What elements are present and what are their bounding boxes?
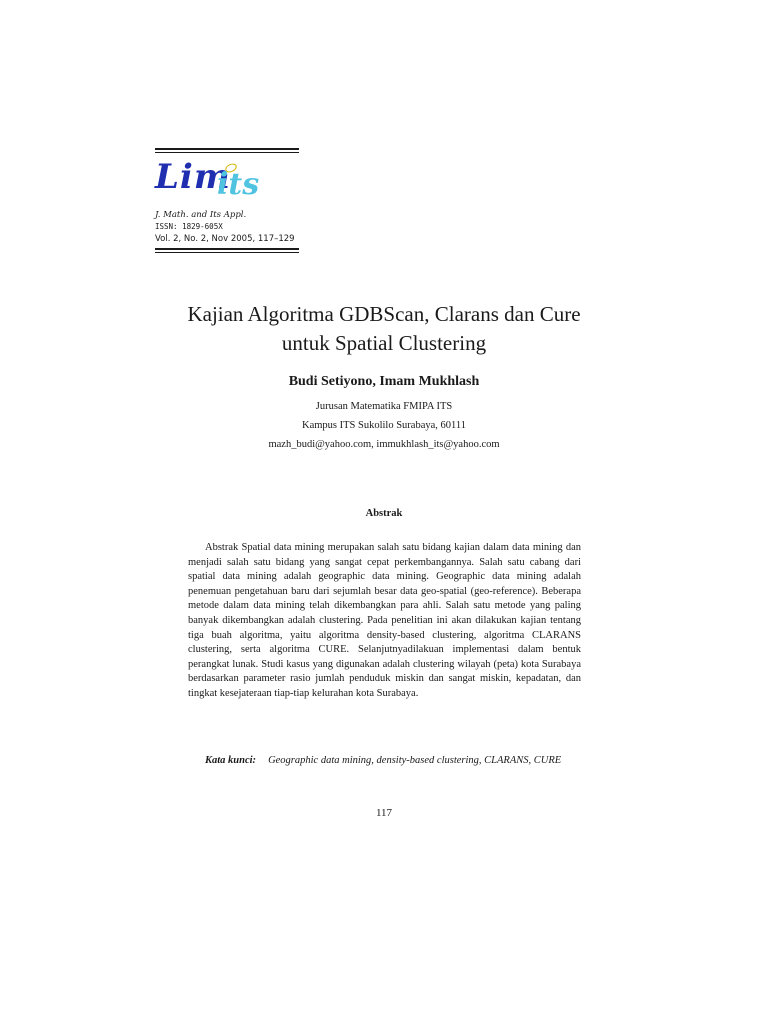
author-emails: mazh_budi@yahoo.com, immukhlash_its@yahoo.com <box>268 439 500 450</box>
keywords-text: Geographic data mining, density-based clustering, CLARANS, CURE <box>268 755 562 766</box>
bottom-double-rule <box>155 248 299 253</box>
journal-logo <box>155 155 299 207</box>
journal-volume: Vol. 2, No. 2, Nov 2005, 117–129 <box>155 234 295 244</box>
journal-abbreviation: J. Math. and Its Appl. <box>155 210 247 220</box>
keywords-label: Kata kunci: <box>205 755 257 766</box>
paper-authors: Budi Setiyono, Imam Mukhlash <box>288 374 480 389</box>
page-number: 117 <box>375 807 393 819</box>
journal-header-box <box>155 148 299 253</box>
abstract-body: Abstrak Spatial data mining merupakan salah satu bidang kajian dalam data mining dan menjadi salah satu bidang yang sangat cepat perkembangannya. Salah satu cabang dari spatial data mining adalah geographic data mining. Geographic data mining adalah penemuan pengetahuan baru dari sejumlah besar data geo-spatial (geo-reference). Beberapa metode dalam data mining telah dikembangkan para ahli. Salah satu metode yang paling banyak dikembangkan adalah clustering. Pada penelitian ini akan dilakukan kajian tentang tiga buah algoritma, yaitu algoritma density-based clustering, algoritma CLARANS clustering, serta algoritma CURE. Selanjutnyadilakuan implementasi dalam bentuk perangkat lunak. Studi kasus yang digunakan adalah clustering wilayah (peta) kota Surabaya berdasarkan parameter rasio jumlah penduduk miskin dan sangat miskin, kepadatan, dan tingkat kesejateraan tiap-tiap kelurahan kota Surabaya. <box>188 542 581 699</box>
paper-title <box>0 300 768 358</box>
logo-main-text: Lim <box>155 157 231 197</box>
title-line-1: Kajian Algoritma GDBScan, Clarans dan Cure <box>187 302 581 326</box>
title-line-2: untuk Spatial Clustering <box>281 331 487 355</box>
keywords-section <box>188 754 581 769</box>
abstract-heading: Abstrak <box>365 508 403 519</box>
author-affiliation <box>0 397 768 454</box>
top-double-rule <box>155 148 299 153</box>
affiliation-line-2: Kampus ITS Sukolilo Surabaya, 60111 <box>301 420 466 431</box>
journal-info <box>155 209 299 245</box>
logo-accent-text: its <box>217 167 260 202</box>
journal-issn: ISSN: 1829-605X <box>155 222 223 231</box>
affiliation-line-1: Jurusan Matematika FMIPA ITS <box>315 401 453 412</box>
